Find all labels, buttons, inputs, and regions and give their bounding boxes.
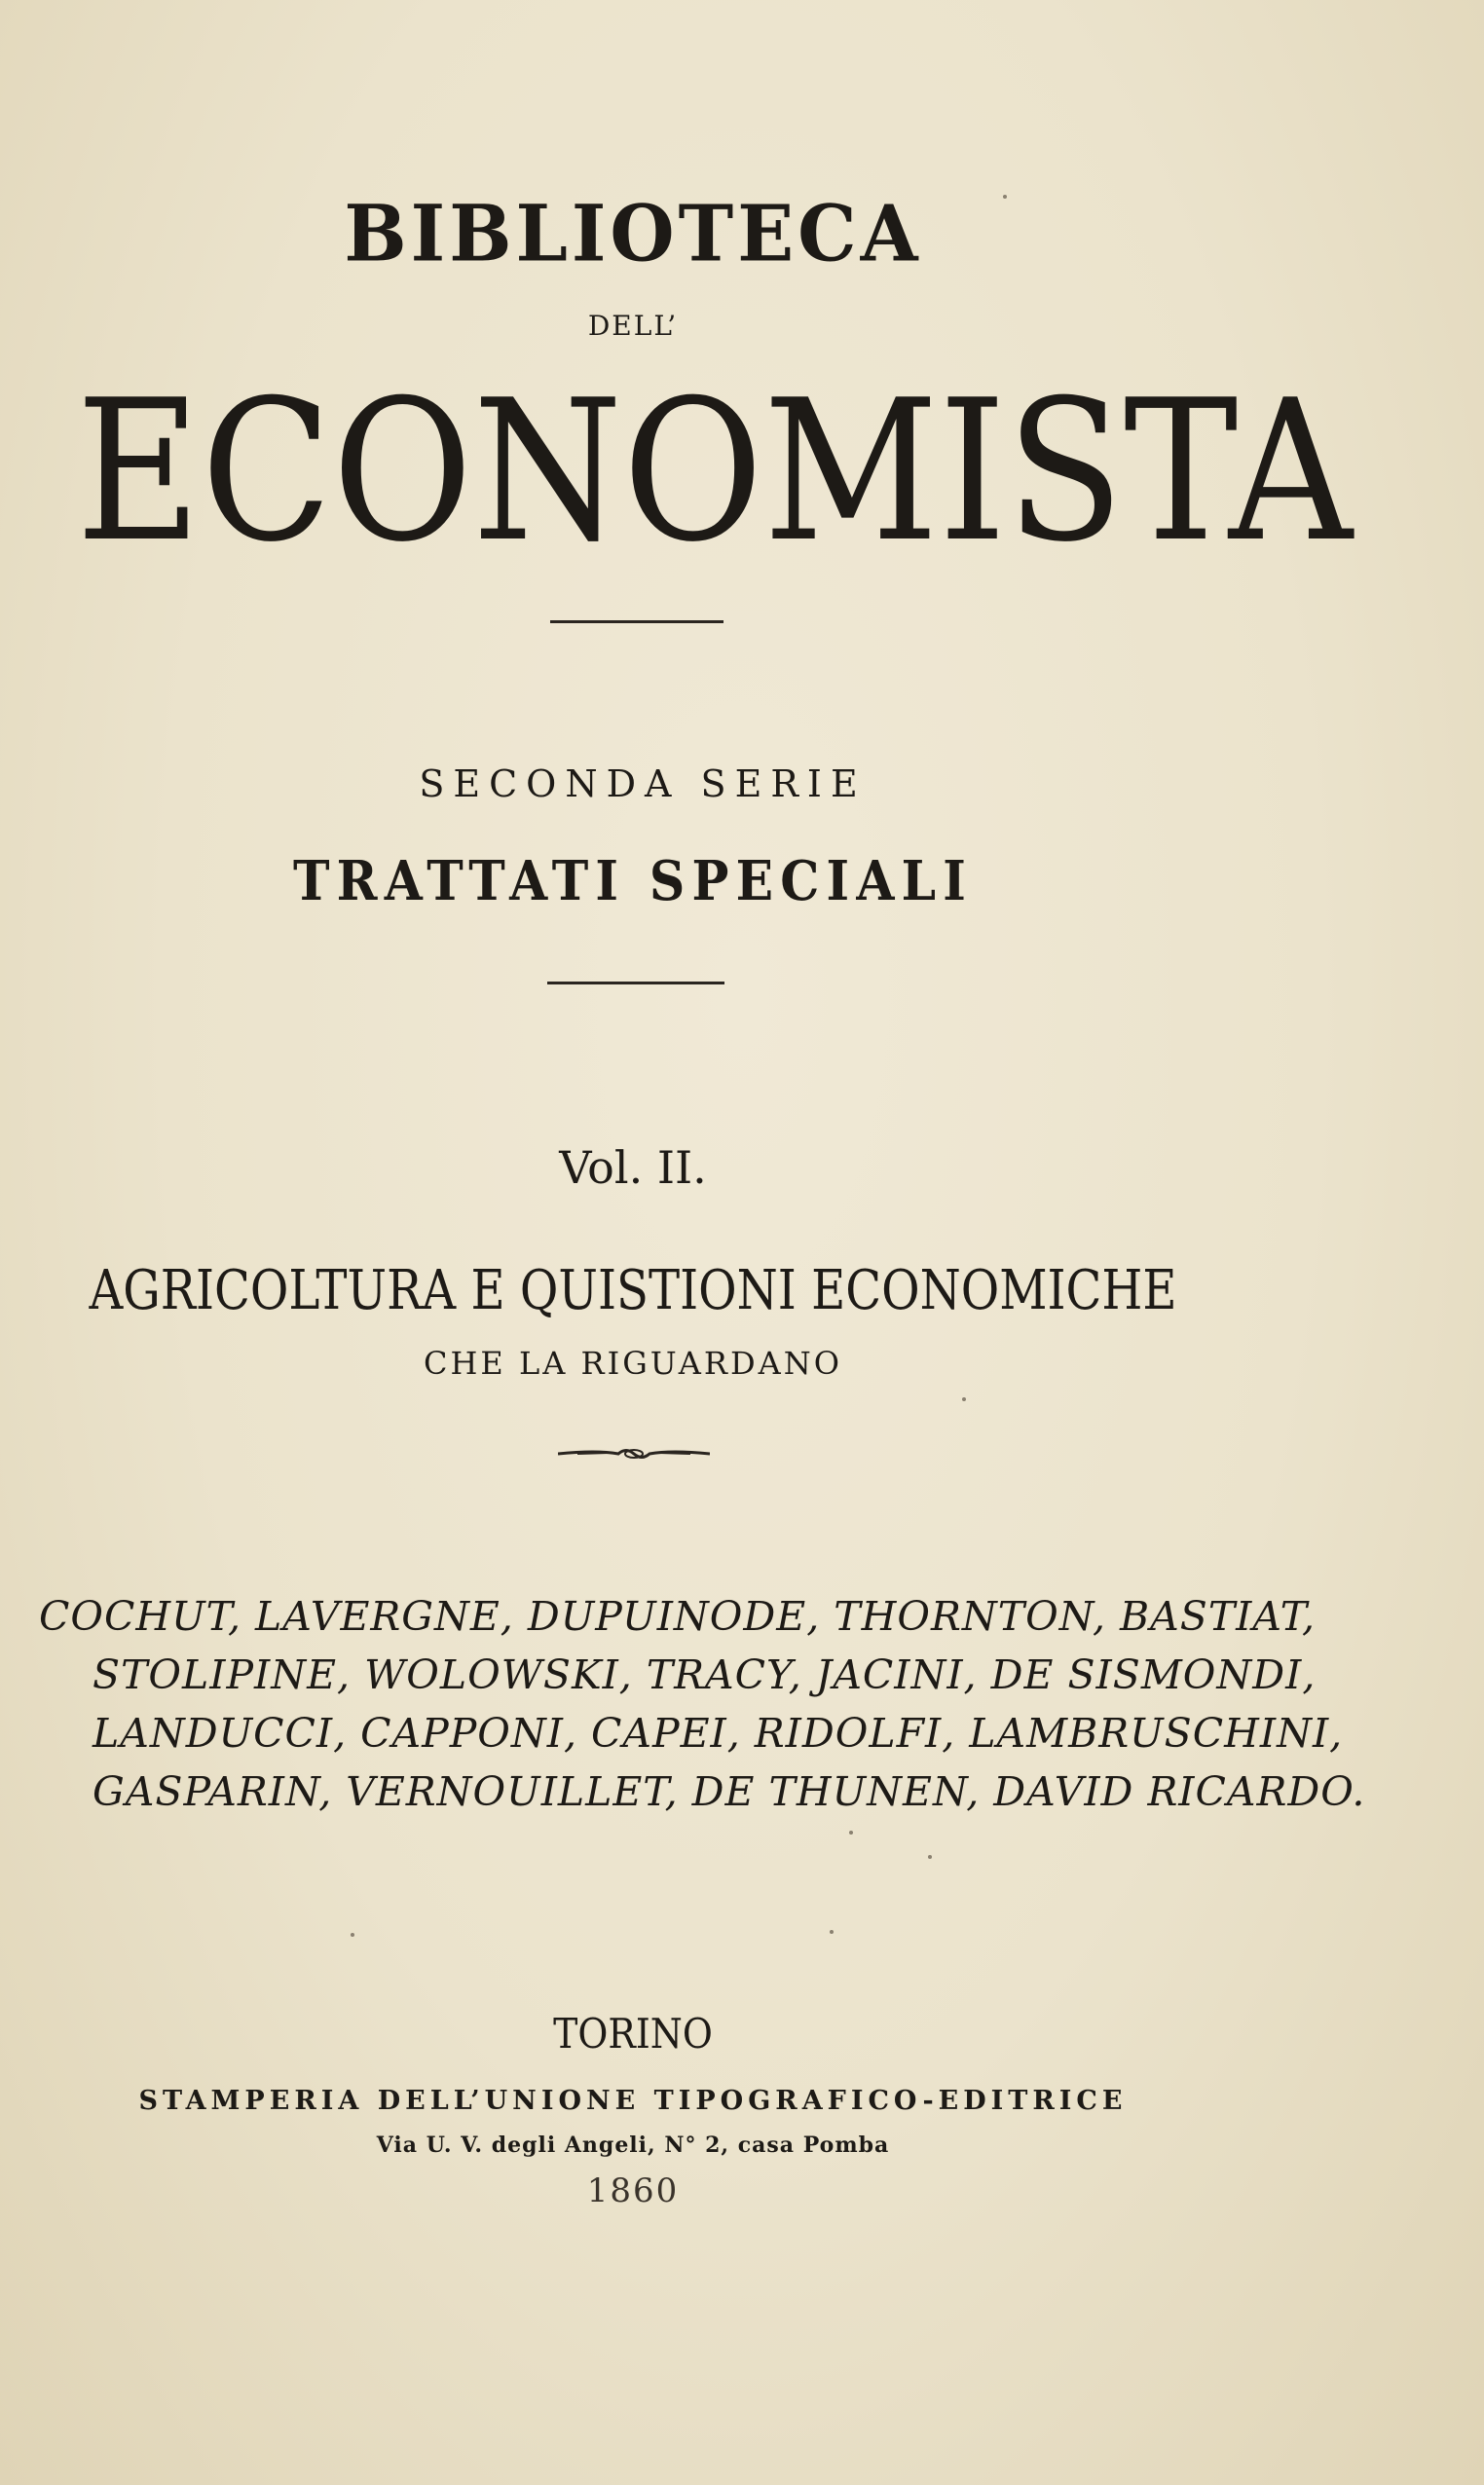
- author-line: COCHUT, LAVERGNE, DUPUINODE, THORNTON, BASTIAT,: [39, 1593, 1317, 1640]
- paper-speck: [351, 1933, 354, 1937]
- subject-subtitle: CHE LA RIGUARDANO: [424, 1345, 842, 1382]
- paper-speck: [928, 1855, 932, 1859]
- imprint-year: 1860: [586, 2171, 680, 2210]
- main-title: ECONOMISTA: [76, 358, 1353, 585]
- author-line: GASPARIN, VERNOUILLET, DE THUNEN, DAVID RICARDO.: [93, 1768, 1366, 1815]
- ornament-divider-icon: [558, 1439, 710, 1468]
- paper-speck: [962, 1397, 966, 1401]
- divider-rule: [550, 620, 723, 623]
- imprint-address: Via U. V. degli Angeli, N° 2, casa Pomba: [376, 2133, 890, 2158]
- paper-speck: [849, 1831, 853, 1835]
- series-label: SECONDA SERIE: [419, 762, 867, 805]
- author-list: [39, 1587, 1366, 1821]
- author-line: STOLIPINE, WOLOWSKI, TRACY, JACINI, DE SISMONDI,: [93, 1651, 1317, 1698]
- imprint-printer: STAMPERIA DELL’UNIONE TIPOGRAFICO-EDITRICE: [138, 2086, 1128, 2116]
- volume-label: Vol. II.: [559, 1141, 707, 1194]
- divider-rule: [547, 982, 724, 984]
- section-title: TRATTATI SPECIALI: [292, 849, 974, 913]
- paper-speck: [830, 1930, 834, 1934]
- subject-title: AGRICOLTURA E QUISTIONI ECONOMICHE: [89, 1259, 1177, 1322]
- author-line: LANDUCCI, CAPPONI, CAPEI, RIDOLFI, LAMBRUSCHINI,: [93, 1710, 1344, 1757]
- library-title: BIBLIOTECA: [344, 187, 922, 279]
- imprint-city: TORINO: [553, 2010, 713, 2058]
- paper-speck: [1003, 195, 1007, 199]
- dell-label: DELL’: [587, 310, 679, 342]
